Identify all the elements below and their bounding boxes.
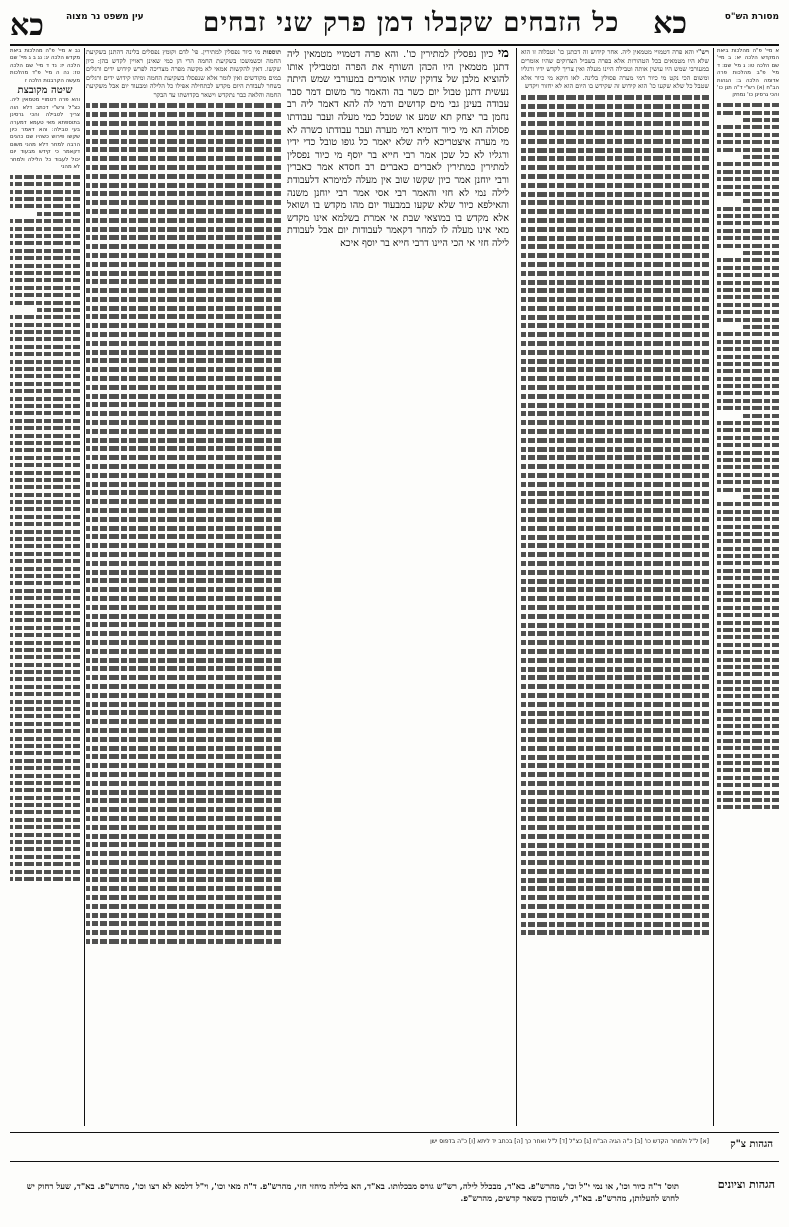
hagahot-label: הגהות צ"ק: [730, 1139, 773, 1150]
right-margin-notes: [717, 48, 779, 1126]
glosses-footer: [10, 1170, 779, 1210]
column-divider: [516, 48, 517, 1126]
rashi-title: רש"י: [696, 48, 709, 56]
ein-mishpat-label: עין משפט נר מצוה: [66, 12, 144, 22]
masoret-hashas-label: מסורת הש"ס: [724, 12, 779, 22]
ein-mishpat-text: נב א מיי' פ"ה מהלכות ביאת מקדש הלכה יג: נג ב ג מיי' שם הלכה יז: נד ד מיי' שם הלכה טז: נה ה מיי' פ"ד מהלכות מעשה הקרבנות הלכה ז: [10, 48, 80, 84]
page-title: כל הזבחים שקבלו דמן פרק שני זבחים: [203, 8, 620, 38]
right-margin-texture: [717, 103, 779, 809]
tosafot-text: מי כיור נפסלין למתירין. פי' לדם וקומץ נפסלים בלינה דהתנן בשקיעת החמה וכשמשכו בשקיעת החמה הרי הן כמי שאינן ראויין לקדש בהן: כיון שקשו. דאין להקשות אמאי לא מקשה מפרה מצריכה לפרש קידוש ידים ורגלים במים מקודשים ואין לומר אלא שנפסלו בשקיעת החמה ומיהו קידוש ידים ורגלים בשחר לעבודת היום מקדש לכתחילה אפילו כל הלילה ומבעוד יום אבל משקיעת החמה והלאה כבר נתקדש וישאר בקדושתו עד הבקר: [86, 48, 281, 99]
rashi-texture: [521, 95, 709, 936]
hagahot-footer: [10, 1132, 779, 1162]
gemara-opening-word: מי: [497, 48, 509, 61]
left-margin-commentary: [10, 48, 80, 1126]
shita-mekubetzet-title: שיטה מקובצת: [17, 85, 73, 97]
shita-mekubetzet-text: והא פרה דטמויי מטמאין ליה. כצ"ל ורש"י דכתב דלא הוה צריך לטבילה והכי גרסינן בתוספתא מאי טעמא דמערה בעי טבילה: והא דאמר כיון שקשו פירוש כשהיו שם כהנים הרבה למחר דלא מהני משום דקאמר כי קידש מבעוד יום יכול לעבוד כל הלילה ולמחר לא מהני: [10, 97, 80, 171]
column-divider: [713, 48, 714, 1126]
amud-number: כא: [10, 8, 44, 43]
gemara-main-text: [287, 48, 509, 518]
left-margin-texture: [10, 175, 80, 881]
page-header: [10, 6, 779, 46]
tosafot-commentary: [86, 48, 281, 1126]
right-margin-text: א מיי' פ"ה מהלכות ביאת המקדש הלכה יא: ב מיי' שם הלכה טו: ג מיי' שם: ד מיי' פ"ב מהלכות פרה אדומה הלכה ב: הגהות הב"ח (א) רש"י ד"ה תנן כו' והכי גרסינן כו' נמחק: [717, 48, 779, 99]
daf-number: כא: [653, 6, 687, 41]
glosses-label: הגהות וציונים: [717, 1178, 775, 1191]
gemara-text: כיון נפסלין למתירין כו'. והא פרה דטמויי מטמאין ליה דתנן מטמאין היו הכהן השורף את הפרה ומטבילין אותו להוציא מלבן של צדוקין שהיו אומרים במעורבי שמש היתה נעשית דתנן טבול יום כשר בה והאמר מר משום דמר סבר עבודה בעינן גבי מים קדושים ודמי לה להא דאמר ליה רב נחמן בר יצחק תא שמע או שטבל כמי מעלה ועבר עבודתו פסולה הא מי כיור דומיא דמי מערה ועבר עבודתו כשרה לא מי מערה איצטריכא ליה שלא יאמר כל גופו טובל כדי ידיו ורגליו לא כל שכן אמר רבי חייא בר יוסף מי כיור נפסלין למתירין כמתירין לאברים כאברים רב חסדא אמר כאברין ורבי יוחנן אמר כיון שקשו שוב אין מעלה למימרא דלעבודת לילה נמי לא חזי והאמר רבי אסי אמר רבי יוחנן משנה והאילפא כיור שלא שקעו במבעוד יום מהו מקדש בו ושואל אלא מקדש בו במוצאי שבת אי אמרת בשלמא אינו מקדש מאי אינו מעלה לו למחר דקאמר לעבודות יום אבל לעבודת לילה חזי אי הכי היינו דרבי חייא בר יוסף איכא: [287, 49, 509, 249]
rashi-text: והא פרה דטמויי מטמאין ליה. אחר קידוש זה דכתנן כו' וטבלוה זו הוא שלא היו מטמאים בכל הטהורות אלא בפרה בשביל הצדוקים שהיו אומרים במעורבי שמש היו עושין אותה וטבילה היינו מעלה ואין צריך לקדש ידיו ורגליו ומשום הכי נקט מי כיור דמי מערה פסולין בלינה. לאו דוקא מי כיור אלא שטבל כל שלא שקעו כו' הוא קידוש זה שקידש בו היום הוא לא יחזור ויקדש: [521, 48, 709, 91]
rashi-commentary: [521, 48, 709, 1126]
tosafot-title: תוספות: [262, 48, 281, 56]
column-divider: [84, 48, 85, 1126]
tosafot-texture: [86, 103, 281, 944]
hagahot-text: [א] ל"ל ולמחר הקדש כו' [ב] כ"ה הגיה הב"ח [ג] כצ"ל [ד] ל"ל ואחר כך [ה] בכתב יד ליתא [ו] כ"ה בדפוס ישן: [430, 1138, 709, 1145]
glosses-text: תוס' ד"ה כיור וכו', או נמי י"ל וכו', מהרש"פ. בא"ד, מבכלל לילה, רש"ש גורס מבכלותו. בא"ד, הא בלילה מיחזי חזי, מהרש"פ. ד"ה מאי וכו', וי"ל דלמא לא רצו וכו', מהרש"פ. בא"ד, שעל רחוק יש לחוש להעלותן, מהרש"פ. בא"ד, לשומרן כשאר קדשים, מהרש"פ.: [26, 1181, 679, 1203]
